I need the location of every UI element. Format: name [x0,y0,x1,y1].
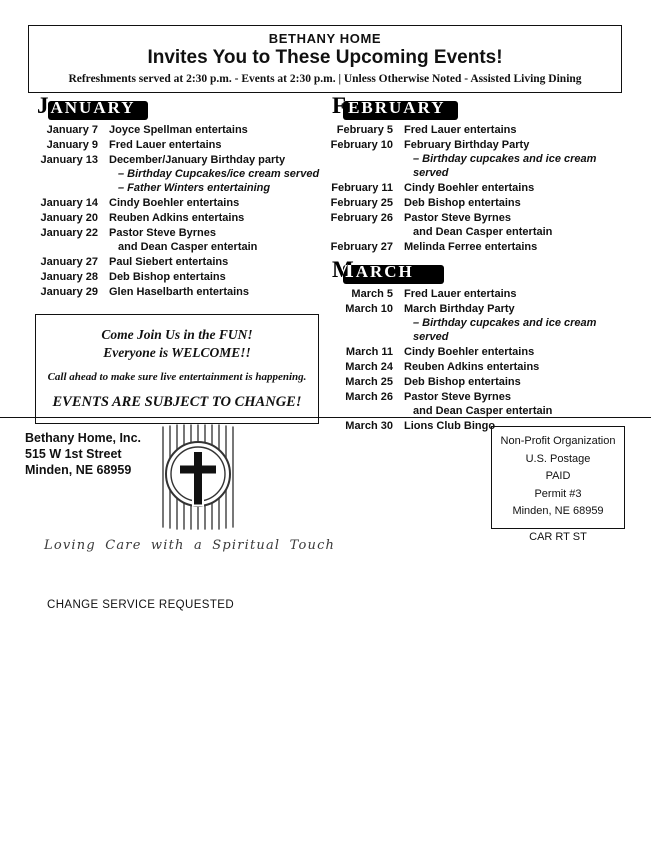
event-desc [404,360,539,374]
event-text: Joyce Spellman entertains [109,124,248,136]
event-desc [404,240,537,254]
header-box [28,25,622,93]
postage-line: Permit #3 [534,487,582,500]
event-list [330,287,625,433]
event-subline: and Dean Casper entertain [413,226,553,238]
header-subtitle: Refreshments served at 2:30 p.m. - Events at 2:30 p.m. | Unless Otherwise Noted - Assisted Living Dining [68,73,582,85]
event-subline: – Birthday Cupcakes/ice cream served [118,168,320,180]
event-desc [404,302,625,344]
event-row [330,181,625,195]
event-row [35,226,330,254]
event-text: Fred Lauer entertains [404,288,517,300]
car-rt-st-label: CAR RT ST [529,531,587,543]
cross-icon [159,423,237,531]
event-subline: – Birthday cupcakes and ice cream served [413,153,597,179]
event-row [35,123,330,137]
event-text: Reuben Adkins entertains [109,212,245,224]
event-row [35,270,330,284]
tagline: Loving Care with a Spiritual Touch [44,538,336,553]
event-desc [109,226,257,254]
event-subline: and Dean Casper entertain [413,405,553,417]
event-text: December/January Birthday party [109,154,286,166]
sender-name: Bethany Home, Inc. [25,431,141,445]
event-text: Cindy Boehler entertains [109,197,240,209]
event-date: February 5 [336,124,393,136]
event-date: January 7 [46,124,98,136]
event-list [35,123,330,299]
bethany-home-logo [159,423,237,536]
sender-address [25,430,141,478]
event-date: March 24 [345,361,393,373]
event-date: March 5 [351,288,393,300]
event-date: January 22 [40,227,98,239]
event-desc [404,345,534,359]
event-date: January 9 [46,139,98,151]
event-date: January 28 [40,271,98,283]
postage-permit-box [491,426,625,529]
column-right [330,94,625,434]
sender-city: Minden, NE 68959 [25,463,132,477]
event-text: Deb Bishop entertains [404,197,521,209]
month-section-january [35,94,330,299]
event-desc [109,138,221,152]
section-divider [0,417,651,418]
event-desc [404,419,495,433]
event-row [330,240,625,254]
event-text: Pastor Steve Byrnes [404,212,511,224]
event-columns [35,94,625,434]
change-service-requested: CHANGE SERVICE REQUESTED [47,599,235,611]
event-text: Glen Haselbarth entertains [109,286,249,298]
month-header [330,94,448,118]
event-desc [109,196,239,210]
event-row [330,360,625,374]
event-date: January 27 [40,256,98,268]
event-text: Cindy Boehler entertains [404,182,535,194]
event-desc [404,375,521,389]
event-subline: and Dean Casper entertain [118,241,258,253]
event-text: Deb Bishop entertains [404,376,521,388]
event-text: February Birthday Party [404,139,530,151]
event-date: January 13 [40,154,98,166]
event-desc [404,138,625,180]
postage-line: Minden, NE 68959 [512,505,604,517]
info-line: Call ahead to make sure live entertainment is happening. [47,371,307,383]
month-section-february [330,94,625,254]
event-date: March 30 [345,420,393,432]
event-desc [404,181,534,195]
event-text: Fred Lauer entertains [404,124,517,136]
event-row [35,255,330,269]
event-desc [109,270,226,284]
month-title: JANUARY [37,93,136,118]
event-row [330,196,625,210]
event-desc [404,211,552,239]
event-subline: – Father Winters entertaining [118,182,271,194]
event-text: Fred Lauer entertains [109,139,222,151]
event-text: Melinda Ferree entertains [404,241,538,253]
event-row [330,302,625,344]
event-date: January 29 [40,286,98,298]
event-date: January 20 [40,212,98,224]
event-desc [109,285,249,299]
event-row [330,123,625,137]
event-date: February 25 [330,197,393,209]
event-text: Cindy Boehler entertains [404,346,535,358]
info-line: Everyone is WELCOME!! [103,345,251,360]
event-date: January 14 [40,197,98,209]
event-row [35,138,330,152]
event-row [330,287,625,301]
event-date: February 27 [330,241,393,253]
event-desc [404,196,521,210]
event-row [35,211,330,225]
month-title: MARCH [332,257,414,282]
info-line: EVENTS ARE SUBJECT TO CHANGE! [52,394,302,410]
event-text: Deb Bishop entertains [109,271,226,283]
event-text: Lions Club Bingo [404,420,496,432]
page-title: Invites You to These Upcoming Events! [147,47,503,68]
event-desc [404,287,516,301]
event-row [330,211,625,239]
event-date: February 11 [331,182,393,194]
event-row [330,138,625,180]
event-date: March 25 [345,376,393,388]
event-desc [109,255,228,269]
month-header [35,94,138,118]
event-desc [404,123,516,137]
event-row [330,375,625,389]
sender-street: 515 W 1st Street [25,447,122,461]
event-row [35,153,330,195]
event-row [330,345,625,359]
info-box [35,314,319,424]
event-date: February 26 [330,212,393,224]
month-title: FEBRUARY [332,93,446,118]
event-date: March 26 [345,391,393,403]
event-date: March 11 [345,346,393,358]
month-section-march [330,258,625,433]
event-desc [404,390,552,418]
event-desc [109,211,244,225]
event-text: Reuben Adkins entertains [404,361,540,373]
event-date: March 10 [345,303,393,315]
event-text: Paul Siebert entertains [109,256,229,268]
event-desc [109,123,248,137]
event-desc [109,153,319,195]
column-left [35,94,330,434]
event-row [35,196,330,210]
event-text: March Birthday Party [404,303,515,315]
event-date: February 10 [330,139,393,151]
postage-line: U.S. Postage [525,452,591,465]
event-row [35,285,330,299]
event-row [330,390,625,418]
event-text: Pastor Steve Byrnes [404,391,511,403]
org-name: BETHANY HOME [268,31,382,46]
event-subline: – Birthday cupcakes and ice cream served [413,317,597,343]
info-line: Come Join Us in the FUN! [101,327,253,342]
event-text: Pastor Steve Byrnes [109,227,216,239]
postage-line: PAID [545,470,571,482]
month-header [330,258,416,282]
postage-line: Non-Profit Organization [500,435,616,447]
event-list [330,123,625,254]
